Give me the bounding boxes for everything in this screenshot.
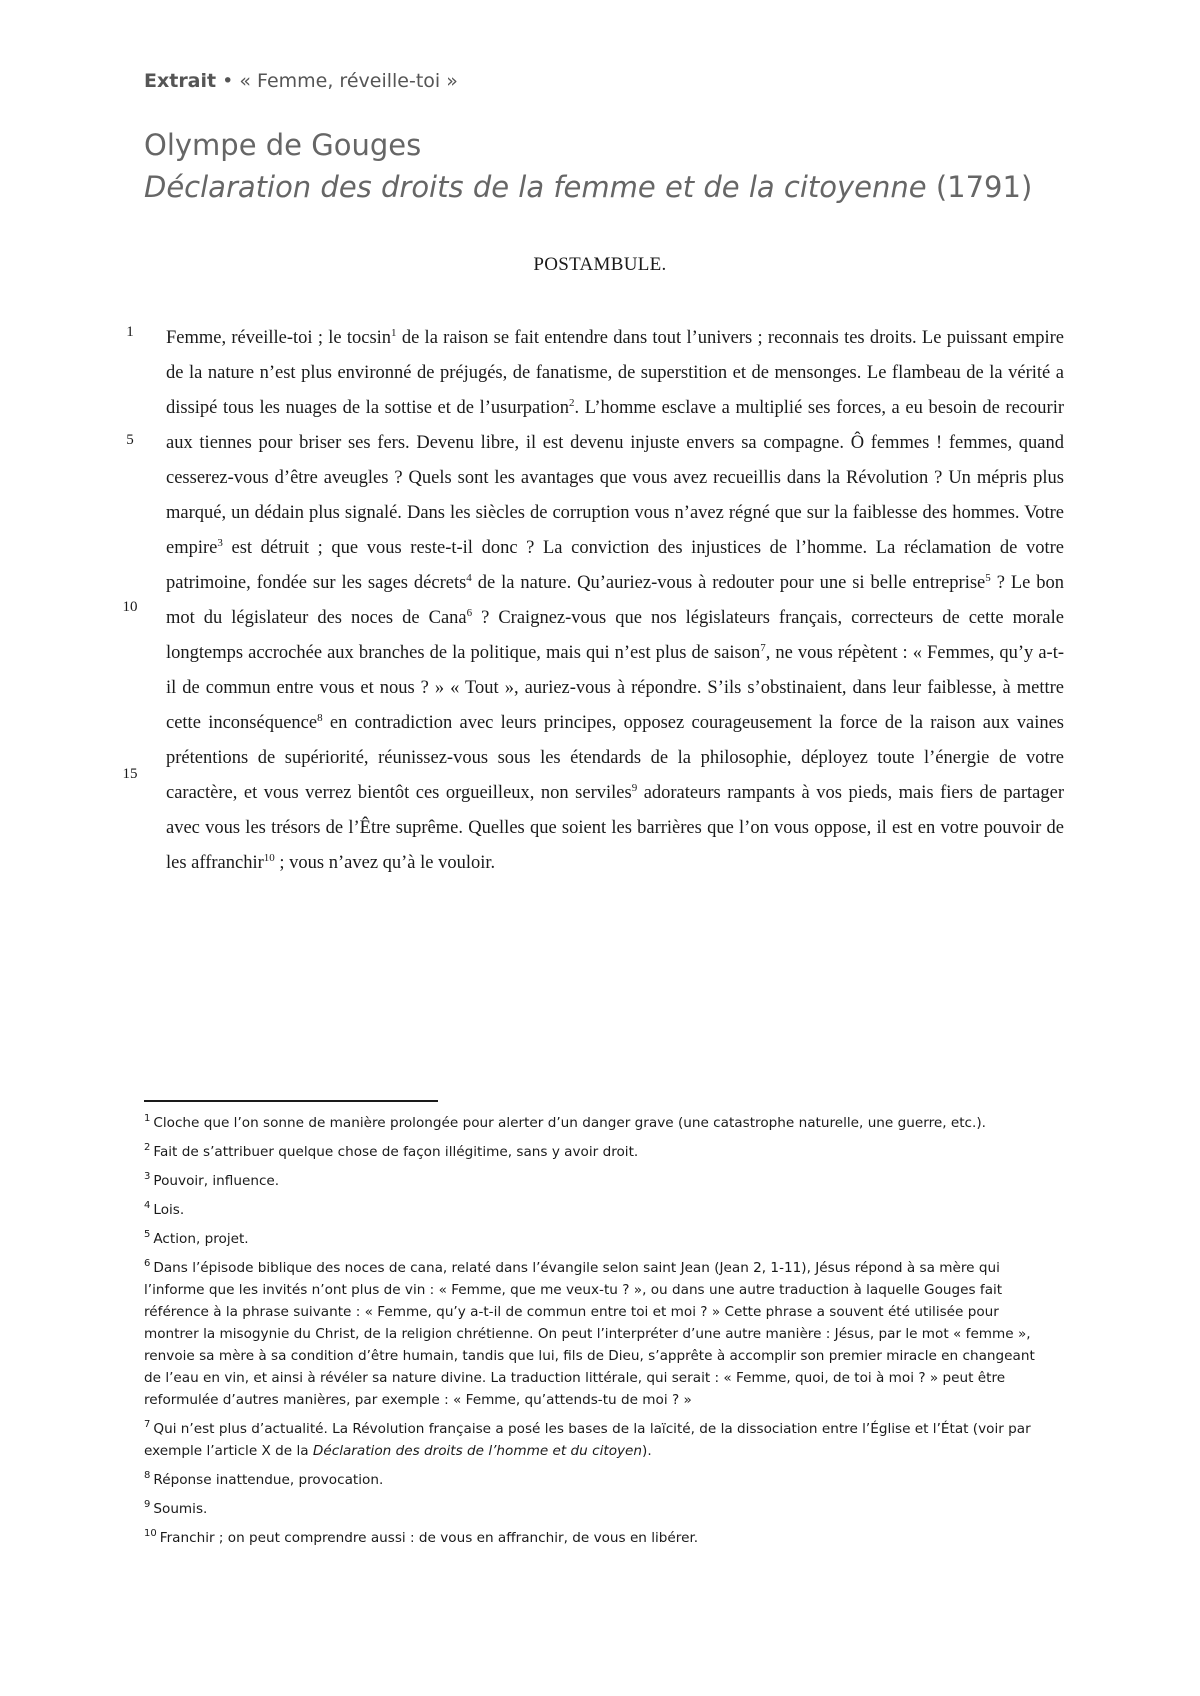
text-run: ? Le bon mot du législateur des noces de Cana	[166, 573, 1064, 628]
line-number: 1	[126, 324, 134, 340]
footnote-ref[interactable]: 1	[391, 326, 397, 339]
footnote-text: Soumis.	[153, 1501, 208, 1517]
extract-label-title: • « Femme, réveille-toi »	[216, 70, 458, 92]
footnote-text: Cloche que l’on sonne de manière prolongée pour alerter d’un danger grave (une catastrophe naturelle, une guerre, etc.).	[153, 1115, 986, 1131]
footnote-ref[interactable]: 7	[760, 641, 766, 654]
footnote-5	[144, 1228, 1054, 1250]
footnote-ref[interactable]: 10	[263, 851, 275, 864]
footnote-4	[144, 1199, 1054, 1221]
footnote-number: 8	[144, 1470, 151, 1482]
line-number: 15	[122, 766, 138, 782]
footnote-ref[interactable]: 9	[631, 781, 638, 794]
footnote-9	[144, 1498, 1054, 1520]
footnote-italic-title: Déclaration des droits de l’homme et du citoyen	[312, 1443, 643, 1459]
footnote-text: Dans l’épisode biblique des noces de cana, relaté dans l’évangile selon saint Jean (Jean 2, 1-11), Jésus répond à sa mère qui l’informe que les invités n’ont plus de vin : « Femme, que me veux-tu ? », ou dans une autre traduction à laquelle Gouges fait référence à la phrase suivante : « Femme, qu’y a-t-il de commun entre toi et moi ? » Cette phrase a souvent été utilisée pour montrer la misogynie du Christ, de la religion chrétienne. On peut l’interpréter d’une autre manière : Jésus, par le mot « femme », renvoie sa mère à sa condition d’être humain, tandis que lui, fils de Dieu, s’apprête à accomplir son premier miracle en changeant de l’eau en vin, et ainsi à révéler sa nature divine. La traduction littérale, qui serait : « Femme, quoi, de toi à moi ? » peut être reformulée d’autres manières, par exemple : « Femme, qu’attends-tu de moi ? »	[144, 1260, 1035, 1408]
work-year: (1791)	[935, 170, 1033, 204]
footnote-ref[interactable]: 4	[466, 571, 472, 584]
text-run: ; vous n’avez qu’à le vouloir.	[274, 853, 496, 873]
footnote-text: Pouvoir, influence.	[153, 1173, 280, 1189]
extract-label	[144, 70, 458, 92]
footnote-text: Action, projet.	[153, 1231, 249, 1247]
footnote-text: Réponse inattendue, provocation.	[153, 1472, 384, 1488]
text-run: ? Craignez-vous que nos législateurs français, correcteurs de cette morale longtemps accrochée aux branches de la politique, mais qui n’est plus de saison	[166, 608, 1064, 663]
text-run: . L’homme esclave a multiplié ses forces, a eu besoin de recourir aux tiennes pour briser ses fers. Devenu libre, il est devenu injuste envers sa compagne. Ô femmes ! femmes, quand cesserez-vous d’être aveugles ? Quels sont les avantages que vous avez recueillis dans la Révolution ? Un mépris plus marqué, un dédain plus signalé. Dans les siècles de corruption vous n’avez régné que sur la faiblesse des hommes. Votre empire	[166, 398, 1064, 558]
footnote-number: 6	[144, 1258, 151, 1270]
footnote-number: 7	[144, 1419, 151, 1431]
footnote-number: 4	[144, 1200, 151, 1212]
footnote-text: Franchir ; on peut comprendre aussi : de vous en affranchir, de vous en libérer.	[159, 1530, 699, 1546]
postamble-text	[166, 321, 1064, 881]
section-title: POSTAMBULE.	[533, 254, 667, 275]
footnote-1	[144, 1112, 1054, 1134]
line-number: 5	[126, 432, 134, 448]
text-run: de la nature. Qu’auriez-vous à redouter pour une si belle entreprise	[471, 573, 986, 593]
footnote-ref[interactable]: 6	[466, 606, 473, 619]
text-run: de la raison se fait entendre dans tout l’univers ; reconnais tes droits. Le puissant empire de la nature n’est plus environné de préjugés, de fanatisme, de superstition et de mensonges. Le flambeau de la vérité a dissipé tous les nuages de la sottise et de l’usurpation	[166, 328, 1064, 418]
footnote-number: 3	[144, 1171, 151, 1183]
footnote-text-end: ).	[642, 1443, 652, 1459]
footnote-2	[144, 1141, 1054, 1163]
footnote-text: Qui n’est plus d’actualité. La Révolution française a posé les bases de la laïcité, de la dissociation entre l’Église et l’État (voir par exemple l’article X de la	[144, 1421, 1031, 1459]
author-name: Olympe de Gouges	[144, 128, 422, 162]
footnote-ref[interactable]: 5	[985, 571, 991, 584]
footnote-number: 9	[144, 1499, 151, 1511]
footnote-number: 2	[144, 1142, 151, 1154]
text-run: en contradiction avec leurs principes, opposez courageusement la force de la raison aux vaines prétentions de supériorité, réunissez-vous sous les étendards de la philosophie, déployez toute l’énergie de votre caractère, et vous verrez bientôt ces orgueilleux, non serviles	[166, 713, 1064, 803]
text-run: , ne vous répètent : « Femmes, qu’y a-t-il de commun entre vous et nous ? » « Tout », auriez-vous à répondre. S’ils s’obstinaient, dans leur faiblesse, à mettre cette inconséquence	[166, 643, 1064, 733]
footnote-text: Fait de s’attribuer quelque chose de façon illégitime, sans y avoir droit.	[153, 1144, 639, 1160]
footnote-7	[144, 1418, 1054, 1462]
line-number: 10	[122, 599, 138, 615]
work-title-text: Déclaration des droits de la femme et de la citoyenne	[144, 170, 927, 204]
footnotes	[144, 1112, 1054, 1556]
footnote-8	[144, 1469, 1054, 1491]
text-run: adorateurs rampants à vos pieds, mais fiers de partager avec vous les trésors de l’Être suprême. Quelles que soient les barrières que l’on vous oppose, il est en votre pouvoir de les affranchir	[166, 783, 1065, 873]
text-run: Femme, réveille-toi ; le tocsin	[166, 328, 392, 348]
footnote-ref[interactable]: 8	[317, 711, 323, 724]
footnote-ref[interactable]: 2	[569, 396, 575, 409]
text-run: est détruit ; que vous reste-t-il donc ? La conviction des injustices de l’homme. La réclamation de votre patrimoine, fondée sur les sages décrets	[166, 538, 1064, 593]
footnote-3	[144, 1170, 1054, 1192]
footnote-number: 10	[144, 1528, 157, 1540]
footnote-text: Lois.	[153, 1202, 185, 1218]
extract-label-bold: Extrait	[144, 70, 217, 92]
footnote-10	[144, 1527, 1054, 1549]
footnote-number: 5	[144, 1229, 151, 1241]
work-title	[144, 170, 1032, 204]
footnote-number: 1	[144, 1113, 151, 1125]
footnote-separator	[144, 1100, 438, 1102]
footnote-ref[interactable]: 3	[217, 536, 223, 549]
footnote-6	[144, 1257, 1054, 1411]
